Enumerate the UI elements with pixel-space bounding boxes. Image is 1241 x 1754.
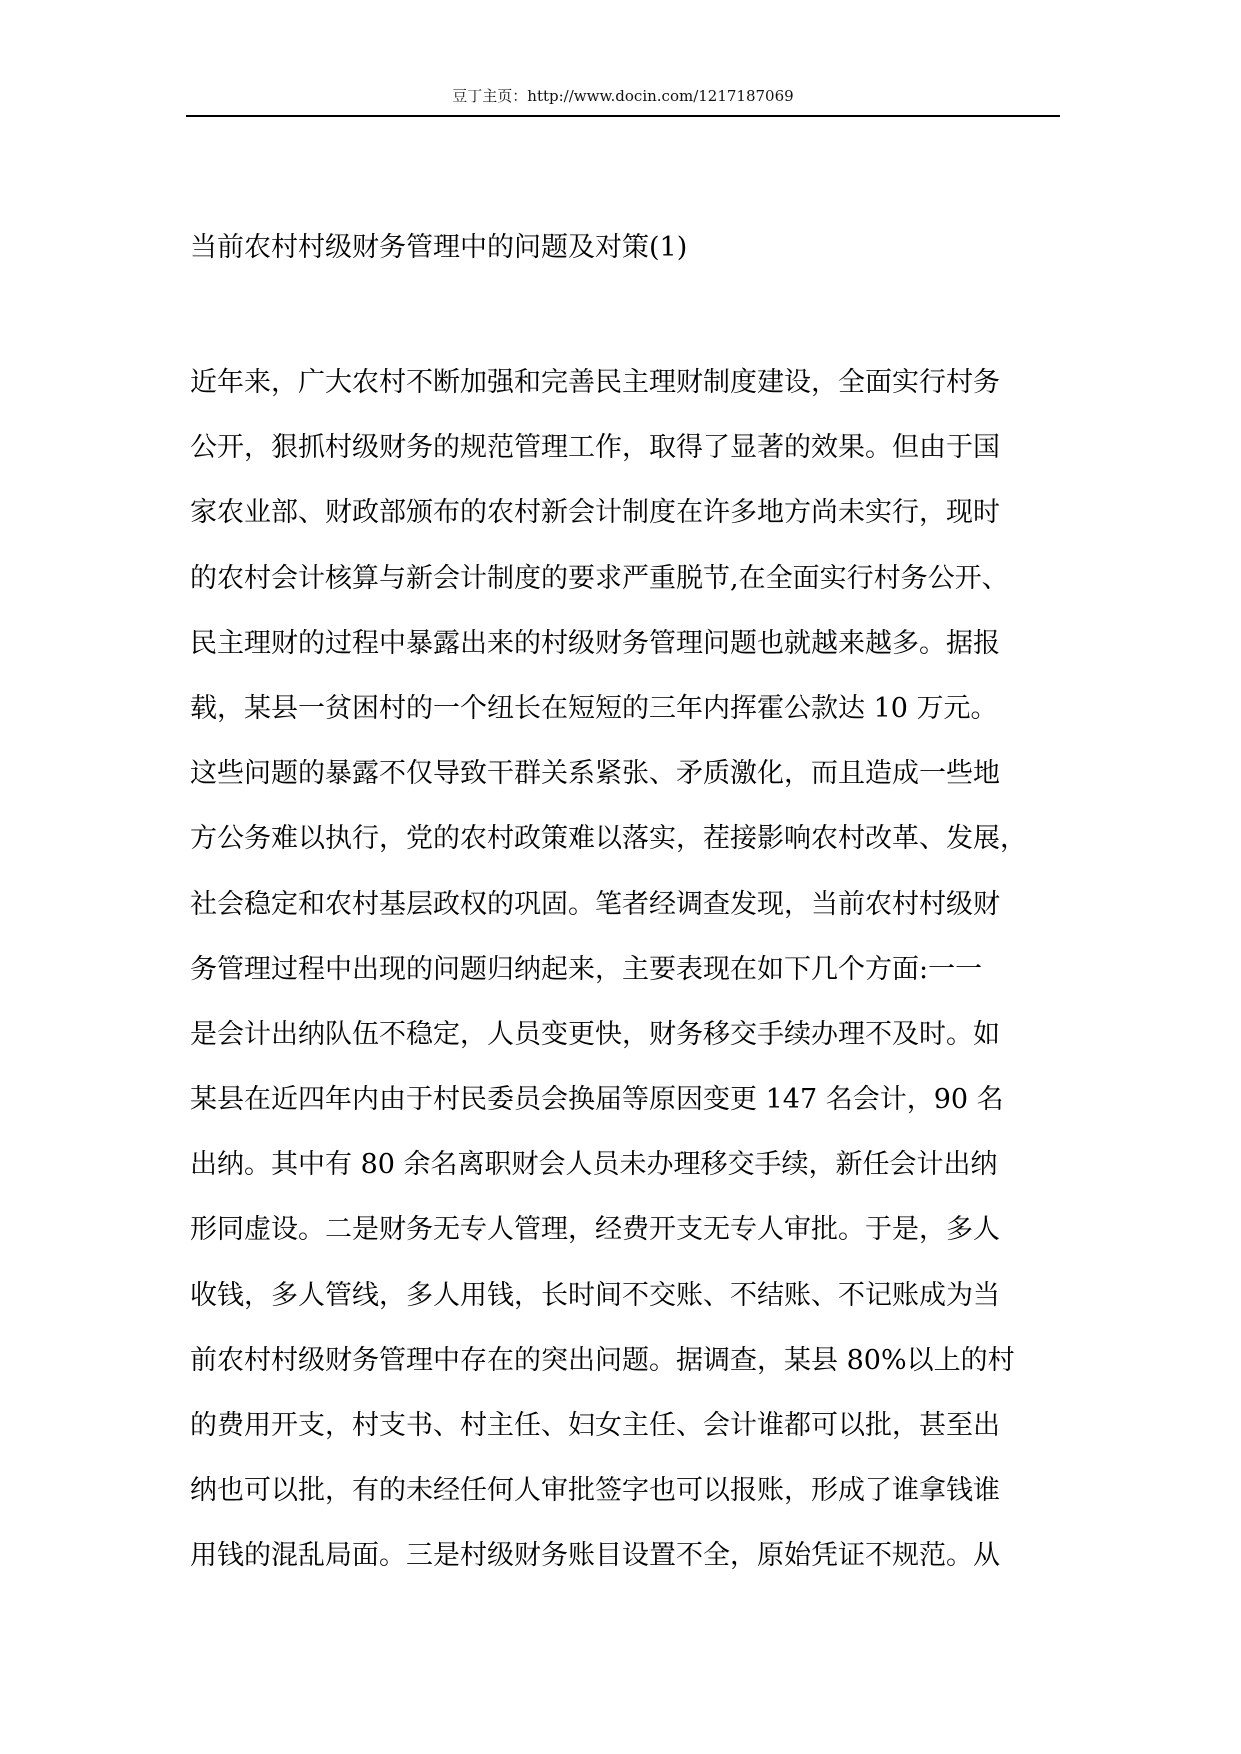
body-line: 前农村村级财务管理中存在的突出问题。据调查，某县 80%以上的村 [190,1344,1015,1376]
document-title: 当前农村村级财务管理中的问题及对策(1) [190,232,688,263]
body-line: 是会计出纳队伍不稳定，人员变更快，财务移交手续办理不及时。如 [190,1018,1000,1050]
body-line: 某县在近四年内由于村民委员会换届等原因变更 147 名会计，90 名 [190,1084,1004,1116]
document-body [190,350,1050,1589]
body-line: 务管理过程中出现的问题归纳起来，主要表现在如下几个方面:一一 [190,953,983,985]
body-line: 的费用开支，村支书、村主任、妇女主任、会计谁都可以批，甚至出 [190,1410,1000,1441]
body-line: 这些问题的暴露不仅导致干群关系紧张、矛质激化，而且造成一些地 [190,758,1000,790]
page-header-link[interactable]: 豆丁主页：http://www.docin.com/1217187069 [452,87,794,105]
body-line: 载，某县一贫困村的一个纽长在短短的三年内挥霍公款达 10 万元。 [190,692,998,724]
body-line: 近年来，广大农村不断加强和完善民主理财制度建设，全面实行村务 [190,367,1000,398]
body-line: 用钱的混乱局面。三是村级财务账目设置不全，原始凭证不规范。从 [190,1540,1000,1572]
body-line: 公开，狠抓村级财务的规范管理工作，取得了显著的效果。但由于国 [190,432,1000,464]
body-line: 出纳。其中有 80 余名离职财会人员未办理移交手续，新任会计出纳 [190,1149,998,1181]
body-line: 社会稳定和农村基层政权的巩固。笔者经调查发现，当前农村村级财 [190,888,1000,920]
body-line: 的农村会计核算与新会计制度的要求严重脱节,在全面实行村务公开、 [190,562,1009,594]
body-line: 形同虚设。二是财务无专人管理，经费开支无专人审批。于是，多人 [190,1214,1000,1246]
body-line: 方公务难以执行，党的农村政策难以落实，茬接影响农村改革、发展， [190,823,1027,855]
body-line: 纳也可以批，有的未经任何人审批签字也可以报账，形成了谁拿钱谁 [190,1475,1000,1507]
body-line: 家农业部、财政部颁布的农村新会计制度在许多地方尚未实行，现时 [190,497,1000,529]
body-line: 民主理财的过程中暴露出来的村级财务管理问题也就越来越多。据报 [190,627,1000,659]
body-line: 收钱，多人管线，多人用钱，长时间不交账、不结账、不记账成为当 [190,1279,1000,1311]
header-divider [186,115,1060,117]
